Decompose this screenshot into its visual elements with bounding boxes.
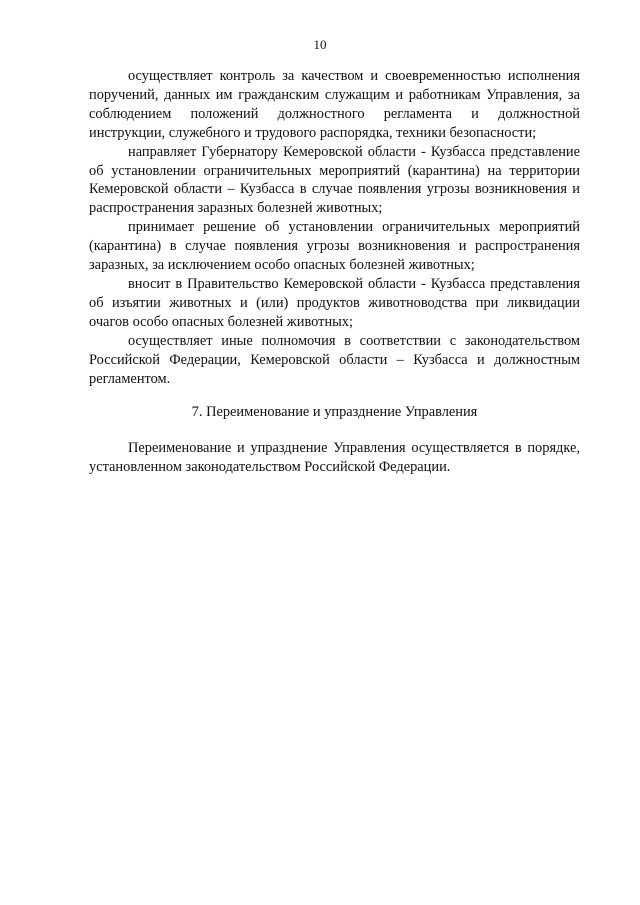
paragraph-quarantine-decision: принимает решение об установлении ограничительных мероприятий (карантина) в случае появления угрозы возникновения и распространения заразных, за исключением особо опасных болезней животных; — [89, 219, 580, 274]
paragraph-government-submission: вносит в Правительство Кемеровской области - Кузбасса представления об изъятии животных и (или) продуктов животноводства при ликвидации очагов особо опасных болезней животных; — [89, 275, 580, 330]
paragraph-renaming: Переименование и упразднение Управления осуществляется в порядке, установленном законодательством Российской Федерации. — [89, 440, 580, 476]
document-body — [89, 67, 580, 477]
paragraph-governor-submission: направляет Губернатору Кемеровской области - Кузбасса представление об установлении ограничительных мероприятий (карантина) на территории Кемеровской области – Кузбасса в случае появления угрозы возникновения и распространения заразных болезней животных; — [89, 143, 580, 217]
section-heading: 7. Переименование и упразднение Управления — [191, 404, 478, 421]
paragraph-other-powers: осуществляет иные полномочия в соответствии с законодательством Российской Федерации, Кемеровской области – Кузбасса и должностным регламентом. — [89, 332, 580, 387]
page-number: 10 — [313, 37, 327, 52]
paragraph-control-duties: осуществляет контроль за качеством и своевременностью исполнения поручений, данных им гражданским служащим и работникам Управления, за соблюдением положений должностного регламента и должностной инструкции, служебного и трудового распорядка, техники безопасности; — [89, 68, 580, 141]
